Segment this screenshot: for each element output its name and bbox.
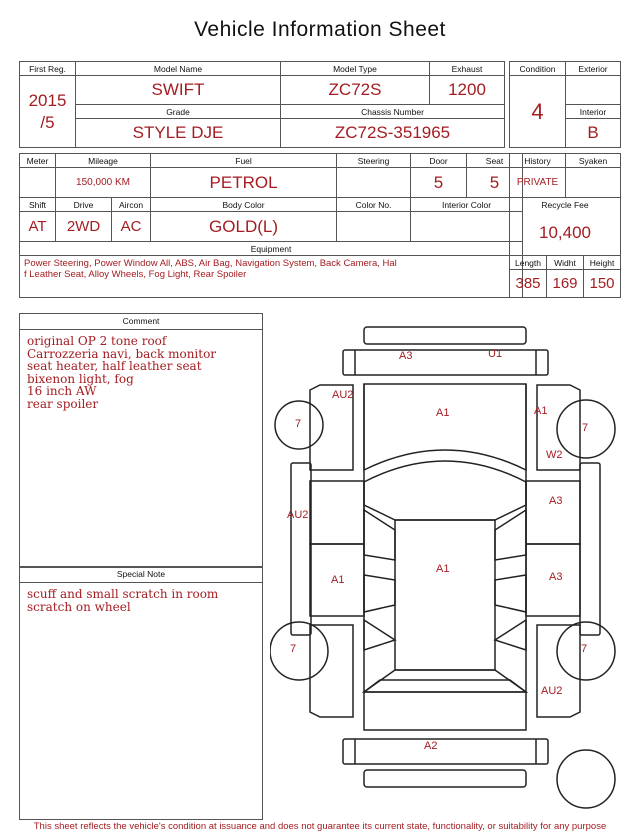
shift-label: Shift xyxy=(20,198,56,212)
vehicle-right-table xyxy=(509,153,621,298)
body-outline xyxy=(364,384,526,692)
history-label: History xyxy=(510,154,566,168)
right-rear-quarter xyxy=(537,625,580,717)
fuel-value: PETROL xyxy=(151,168,337,198)
label-left-rear-door: A1 xyxy=(331,574,345,586)
exhaust-label: Exhaust xyxy=(430,62,505,76)
mileage-label: Mileage xyxy=(56,154,151,168)
interior-label: Interior xyxy=(566,105,621,119)
condition-value: 4 xyxy=(510,76,566,148)
seat-label: Seat xyxy=(467,154,523,168)
rear-left-wheel xyxy=(270,622,328,680)
label-right-rear-door: A3 xyxy=(549,571,563,583)
label-rear-right-wheel: 7 xyxy=(581,643,588,655)
bonnet xyxy=(364,384,526,470)
drive-value: 2WD xyxy=(56,212,112,242)
history-value: PRIVATE xyxy=(510,168,566,198)
color-no-value xyxy=(337,212,411,242)
right-sill xyxy=(580,463,600,635)
height-value: 150 xyxy=(584,270,621,298)
mileage-value: 150,000 KM xyxy=(56,168,151,198)
chassis-label: Chassis Number xyxy=(281,105,505,119)
meter-label: Meter xyxy=(20,154,56,168)
syaken-label: Syaken xyxy=(566,154,621,168)
condition-table xyxy=(509,61,621,148)
exterior-label: Exterior xyxy=(566,62,621,76)
color-no-label: Color No. xyxy=(337,198,411,212)
aircon-value: AC xyxy=(112,212,151,242)
model-type-value: ZC72S xyxy=(281,76,430,105)
width-label: Widht xyxy=(547,256,584,270)
interior-value: B xyxy=(566,119,621,148)
label-roof: A1 xyxy=(436,563,450,575)
label-front-right-fender: A1 xyxy=(534,405,548,417)
label-rear-bumper: A2 xyxy=(424,740,438,752)
meter-value xyxy=(20,168,56,198)
special-note-text: scuff and small scratch in room scratch on wheel xyxy=(27,587,219,614)
footer-disclaimer: This sheet reflects the vehicle's condition at issuance and does not guarantee its current state, functionality, or suitability for any purpose xyxy=(33,821,607,832)
recycle-fee-label: Recycle Fee xyxy=(510,198,621,212)
drive-label: Drive xyxy=(56,198,112,212)
body-color-value: GOLD(L) xyxy=(151,212,337,242)
equipment-value: Power Steering, Power Window All, ABS, Air Bag, Navigation System, Back Camera, Hal f Leather Seat, Alloy Wheels, Fog Light, Rear Spoiler xyxy=(20,256,523,298)
first-reg-value: 2015 /5 xyxy=(20,76,76,148)
interior-color-value xyxy=(411,212,523,242)
trunk xyxy=(364,680,526,730)
model-name-value: SWIFT xyxy=(76,76,281,105)
spare-wheel xyxy=(557,750,615,808)
interior-color-label: Interior Color xyxy=(411,198,523,212)
right-front-door xyxy=(526,481,580,544)
door-label: Door xyxy=(411,154,467,168)
model-name-label: Model Name xyxy=(76,62,281,76)
label-front-right-wheel-note: W2 xyxy=(546,449,563,461)
page-title: Vehicle Information Sheet xyxy=(194,18,446,41)
model-type-label: Model Type xyxy=(281,62,430,76)
recycle-fee-value: 10,400 xyxy=(510,212,621,256)
shift-value: AT xyxy=(20,212,56,242)
height-label: Height xyxy=(584,256,621,270)
label-front-bumper-b: U1 xyxy=(488,348,503,360)
comment-box xyxy=(19,313,263,568)
grade-value: STYLE DJE xyxy=(76,119,281,148)
equipment-label: Equipment xyxy=(20,242,523,256)
label-front-right-wheel: 7 xyxy=(582,422,589,434)
label-front-bumper: A3 xyxy=(399,350,413,362)
exhaust-value: 1200 xyxy=(430,76,505,105)
vehicle-mid-table xyxy=(19,153,523,298)
vehicle-top-table xyxy=(19,61,505,148)
exterior-value xyxy=(566,76,621,105)
condition-label: Condition xyxy=(510,62,566,76)
label-front-left-fender: AU2 xyxy=(332,389,354,401)
front-top-strip xyxy=(364,327,526,344)
left-rear-quarter xyxy=(310,625,353,717)
aircon-label: Aircon xyxy=(112,198,151,212)
chassis-value: ZC72S-351965 xyxy=(281,119,505,148)
label-right-front-door: A3 xyxy=(549,495,563,507)
length-value: 385 xyxy=(510,270,547,298)
rear-bumper xyxy=(343,739,548,764)
label-rear-left-wheel: 7 xyxy=(290,643,297,655)
label-left-side: AU2 xyxy=(287,509,309,521)
comment-label: Comment xyxy=(20,314,262,330)
door-value: 5 xyxy=(411,168,467,198)
label-front-left-wheel: 7 xyxy=(295,418,302,430)
left-front-door xyxy=(310,481,364,544)
windshield xyxy=(364,461,526,520)
grade-label: Grade xyxy=(76,105,281,119)
syaken-value xyxy=(566,168,621,198)
width-value: 169 xyxy=(547,270,584,298)
special-note-label: Special Note xyxy=(20,567,262,583)
label-bonnet: A1 xyxy=(436,407,450,419)
roof xyxy=(395,520,495,670)
steering-value xyxy=(337,168,411,198)
length-label: Length xyxy=(510,256,547,270)
seat-value: 5 xyxy=(467,168,523,198)
front-bumper xyxy=(343,350,548,375)
fuel-label: Fuel xyxy=(151,154,337,168)
first-reg-label: First Reg. xyxy=(20,62,76,76)
rear-bottom-strip xyxy=(364,770,526,787)
body-color-label: Body Color xyxy=(151,198,337,212)
special-note-box xyxy=(19,566,263,820)
label-rear-right-quarter: AU2 xyxy=(541,685,563,697)
left-sill xyxy=(291,463,311,635)
steering-label: Steering xyxy=(337,154,411,168)
comment-text: original OP 2 tone roof Carrozzeria navi, back monitor seat heater, half leather seat bixenon light, fog 16 inch AW rear spoiler xyxy=(27,334,217,411)
